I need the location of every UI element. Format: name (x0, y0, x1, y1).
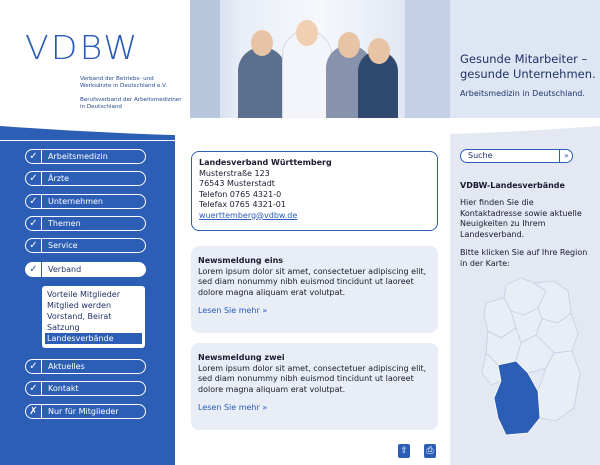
sidebar-title: VDBW-Landesverbände (460, 181, 565, 190)
news-title: Newsmeldung zwei (198, 353, 285, 362)
site-header (0, 0, 600, 125)
subnav-item-satzung[interactable]: Satzung (47, 323, 80, 332)
nav-item-service[interactable] (25, 238, 146, 253)
nav-item-themen[interactable] (25, 216, 146, 231)
header-photo (190, 0, 450, 125)
check-icon: ✓ (26, 194, 42, 209)
tagline-line-3: Arbeitsmedizin in Deutschland. (460, 89, 585, 98)
news-body: Lorem ipsum dolor sit amet, consectetuer adipiscing elit, sed diam nonummy nibh euismod tincidunt ut laoreet dolore magna aliquam erat volutpat. (198, 266, 427, 297)
nav-item-label: Themen (48, 219, 81, 228)
nav-item-label: Unternehmen (48, 197, 103, 206)
search-input[interactable]: Suche (460, 149, 573, 163)
news-item (191, 246, 438, 333)
address-email-link[interactable]: wuerttemberg@vdbw.de (199, 210, 298, 220)
news-body: Lorem ipsum dolor sit amet, consectetuer adipiscing elit, sed diam nonummy nibh euismod tincidunt ut laoreet dolore magna aliquam erat volutpat. (198, 363, 427, 394)
double-chevron-right-icon[interactable]: » (559, 149, 573, 163)
nav-item-label: Verband (48, 265, 82, 274)
address-card (191, 151, 438, 231)
nav-item-nur-fuer-mitglieder[interactable] (25, 404, 146, 419)
address-city: 76543 Musterstadt (199, 179, 275, 188)
tagline-line-2: gesunde Unternehmen. (460, 67, 596, 81)
germany-map[interactable] (476, 273, 586, 465)
subnav-item-landesverbaende[interactable]: Landesverbände (45, 333, 142, 344)
nav-item-label: Service (48, 241, 78, 250)
nav-item-label: Nur für Mitglieder (48, 407, 119, 416)
subnav-item-mitglied-werden[interactable]: Mitglied werden (47, 301, 112, 310)
nav-item-label: Ärzte (48, 174, 70, 183)
nav-item-kontakt[interactable] (25, 381, 146, 396)
sidebar-instruction: Bitte klicken Sie auf Ihre Region in der Karte: (460, 248, 588, 268)
sidebar-text: Hier finden Sie die Kontaktadresse sowie aktuelle Neuigkeiten zu Ihrem Landesverband. (460, 198, 582, 239)
logo-subtitle-1: Verband der Betriebs- und Werksärzte in Deutschland e.V. (80, 76, 168, 89)
news-item (191, 343, 438, 430)
header-curve (0, 118, 600, 140)
check-icon: ✓ (26, 149, 42, 164)
address-street: Musterstraße 123 (199, 168, 270, 178)
check-icon: ✓ (26, 238, 42, 253)
nav-item-arbeitsmedizin[interactable] (25, 149, 146, 164)
check-icon: ✓ (26, 359, 42, 374)
subnav-verband (42, 286, 145, 348)
nav-item-aktuelles[interactable] (25, 359, 146, 374)
check-icon: ✓ (26, 262, 42, 277)
address-fax: Telefax 0765 4321-01 (199, 200, 286, 209)
logo-subtitle-2: Berufsverband der Arbeitsmediziner in Deutschland (80, 97, 182, 110)
check-icon: ✓ (26, 216, 42, 231)
printer-icon[interactable]: ⎙ (424, 444, 436, 458)
check-icon: ✓ (26, 171, 42, 186)
nav-item-label: Arbeitsmedizin (48, 152, 108, 161)
nav-item-label: Aktuelles (48, 362, 85, 371)
nav-item-verband[interactable] (25, 262, 146, 277)
news-title: Newsmeldung eins (198, 256, 284, 265)
subnav-item-vorstand[interactable]: Vorstand, Beirat (47, 312, 112, 321)
read-more-link[interactable]: Lesen Sie mehr » (198, 403, 268, 412)
arrow-up-icon[interactable]: ⇧ (398, 444, 410, 458)
address-phone: Telefon 0765 4321-0 (199, 189, 282, 199)
nav-item-unternehmen[interactable] (25, 194, 146, 209)
tagline (460, 52, 600, 98)
subnav-item-vorteile[interactable]: Vorteile Mitglieder (47, 290, 120, 299)
logo-area[interactable] (0, 0, 190, 125)
read-more-link[interactable]: Lesen Sie mehr » (198, 306, 268, 315)
nav-item-aerzte[interactable] (25, 171, 146, 186)
logo[interactable]: VDBW (25, 28, 140, 67)
x-icon: ✗ (26, 404, 42, 419)
check-icon: ✓ (26, 381, 42, 396)
tagline-line-1: Gesunde Mitarbeiter – (460, 52, 588, 66)
nav-item-label: Kontakt (48, 384, 79, 393)
address-name: Landesverband Württemberg (199, 158, 332, 167)
map-region-wuerttemberg (494, 361, 540, 435)
